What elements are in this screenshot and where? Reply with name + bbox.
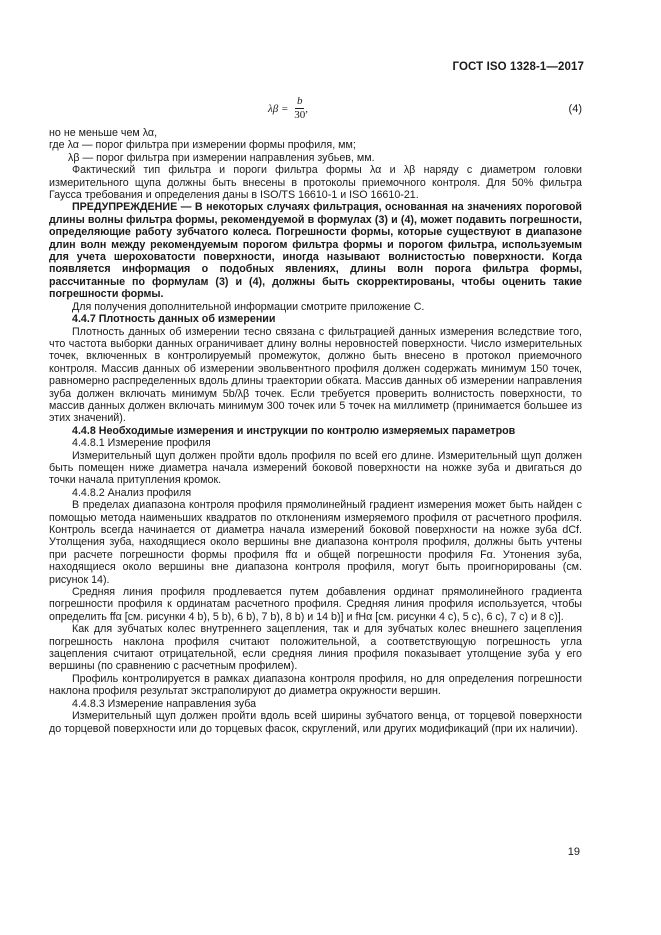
formula-number: (4) [568, 103, 582, 115]
page-number: 19 [567, 846, 580, 858]
paragraph: Для получения дополнительной информации смотрите приложение С. [72, 300, 425, 313]
formula-numerator: b [296, 95, 303, 107]
section-heading: 4.4.7 Плотность данных об измерении [72, 313, 276, 326]
formula-equals: = [278, 102, 292, 115]
paragraph: но не меньше чем λα, [49, 127, 158, 139]
formula-lhs: λβ [268, 102, 279, 115]
paragraph: Профиль контролируется в рамках диапазона контроля профиля, но для определения погрешности наклона профиля результат экстраполируют до диаметра окружности вершин. [49, 672, 582, 698]
standard-code: ГОСТ ISO 1328-1—2017 [452, 61, 584, 73]
paragraph: Фактический тип фильтра и пороги фильтра формы λα и λβ наряду с диаметром головки измерительного щупа должны быть внесены в протоколы приемочного контроля. Для 50% фильтра Гаусса требования и определения даны в ISO/TS 16610-1 и ISO 16610-21. [49, 164, 582, 202]
section-heading: 4.4.8 Необходимые измерения и инструкции по контролю измеряемых параметров [72, 424, 516, 437]
paragraph: Как для зубчатых колес внутреннего зацепления, так и для зубчатых колес внешнего зацепления погрешность наклона профиля считают положительной, а соответствующую погрешность угла зацепления считают отрицательной, если средняя линия профиля показывает утолщение зуба у его вершины (по сравнению с расчетным профилем). [49, 623, 582, 673]
subsection-heading: 4.4.8.2 Анализ профиля [72, 486, 192, 499]
paragraph: В пределах диапазона контроля профиля прямолинейный градиент измерения может быть найден с помощью метода наименьших квадратов по отклонениям измеряемого профиля от расчетного профиля. Контроль всегда начинается от диаметра начала измерений боковой поверхности на ножке зуба dCf. Утолщения зуба, находящиеся около вершины вне диапазона контроля профиля, должны быть учтены при расчете погрешности формы профиля ffα и общей погрешности профиля Fα. Утонения зуба, находящиеся около вершины вне диапазона контроля профиля, могут быть проигнорированы (см. рисунок 14). [49, 499, 582, 586]
subsection-heading: 4.4.8.1 Измерение профиля [72, 437, 211, 450]
formula-4 [268, 95, 308, 122]
formula-comma: , [305, 102, 308, 115]
paragraph: Измерительный щуп должен пройти вдоль всей ширины зубчатого венца, от торцевой поверхности до торцевой поверхности или до торцевых фасок, скруглений, или других модификаций (при их наличии). [49, 710, 582, 735]
paragraph: Средняя линия профиля продлевается путем добавления ординат прямолинейного градиента погрешности профиля к ординатам расчетного профиля. Средняя линия профиля используется, чтобы определить ffα [см. рисунки 4 b), 5 b), 6 b), 7 b), 8 b) и 14 b)] и fHα [см. рисунки 4 с), 5 с), 6 с), 7 с) и 8 с)]. [49, 586, 582, 623]
formula-fraction [294, 95, 305, 122]
warning-paragraph: ПРЕДУПРЕЖДЕНИЕ — В некоторых случаях фильтрация, основанная на значениях пороговой длины волны фильтра формы, рекомендуемой в формулах (3) и (4), может подавить погрешности, определяющие работу зубчатого колеса. Погрешности формы, которые существуют в диапазоне длин волн между рекомендуемым порогом фильтра формы и порогом фильтра, используемым для учета шероховатости поверхности, иногда называют волнистостью поверхности. Когда появляется информация о подобных явлениях, длины волн порога фильтра формы, рассчитанные по формулам (3) и (4), должны быть скорректированы, чтобы оценить такие погрешности формы. [49, 201, 582, 301]
paragraph: Плотность данных об измерении тесно связана с фильтрацией данных измерения вследствие того, что частота выборки данных ограничивает длину волны неровностей поверхности. Число измерительных точек, включенных в контролируемый промежуток, должно быть внесено в протокол приемочного контроля. Массив данных об измерении эвольвентного профиля должен содержать минимум 150 точек, равномерно распределенных вдоль длины траектории обката. Массив данных об измерении направления зуба должен включать минимум 5b/λβ точек. Если требуется проверить волнистость поверхности, то массив данных должен включать минимум 300 точек или 5 точек на миллиметр (принимается большее из этих значений). [49, 325, 582, 425]
formula-denominator: 30 [294, 109, 306, 121]
body-text [49, 127, 582, 735]
paragraph: где λα — порог фильтра при измерении формы профиля, мм; [49, 139, 356, 152]
subsection-heading: 4.4.8.3 Измерение направления зуба [72, 697, 257, 710]
paragraph: Измерительный щуп должен пройти вдоль профиля по всей его длине. Измерительный щуп должен быть помещен ниже диаметра начала измерений боковой поверхности на ножке зуба и двигаться до точки начала притупления кромок. [49, 449, 582, 487]
paragraph: λβ — порог фильтра при измерении направления зубьев, мм. [68, 151, 375, 164]
